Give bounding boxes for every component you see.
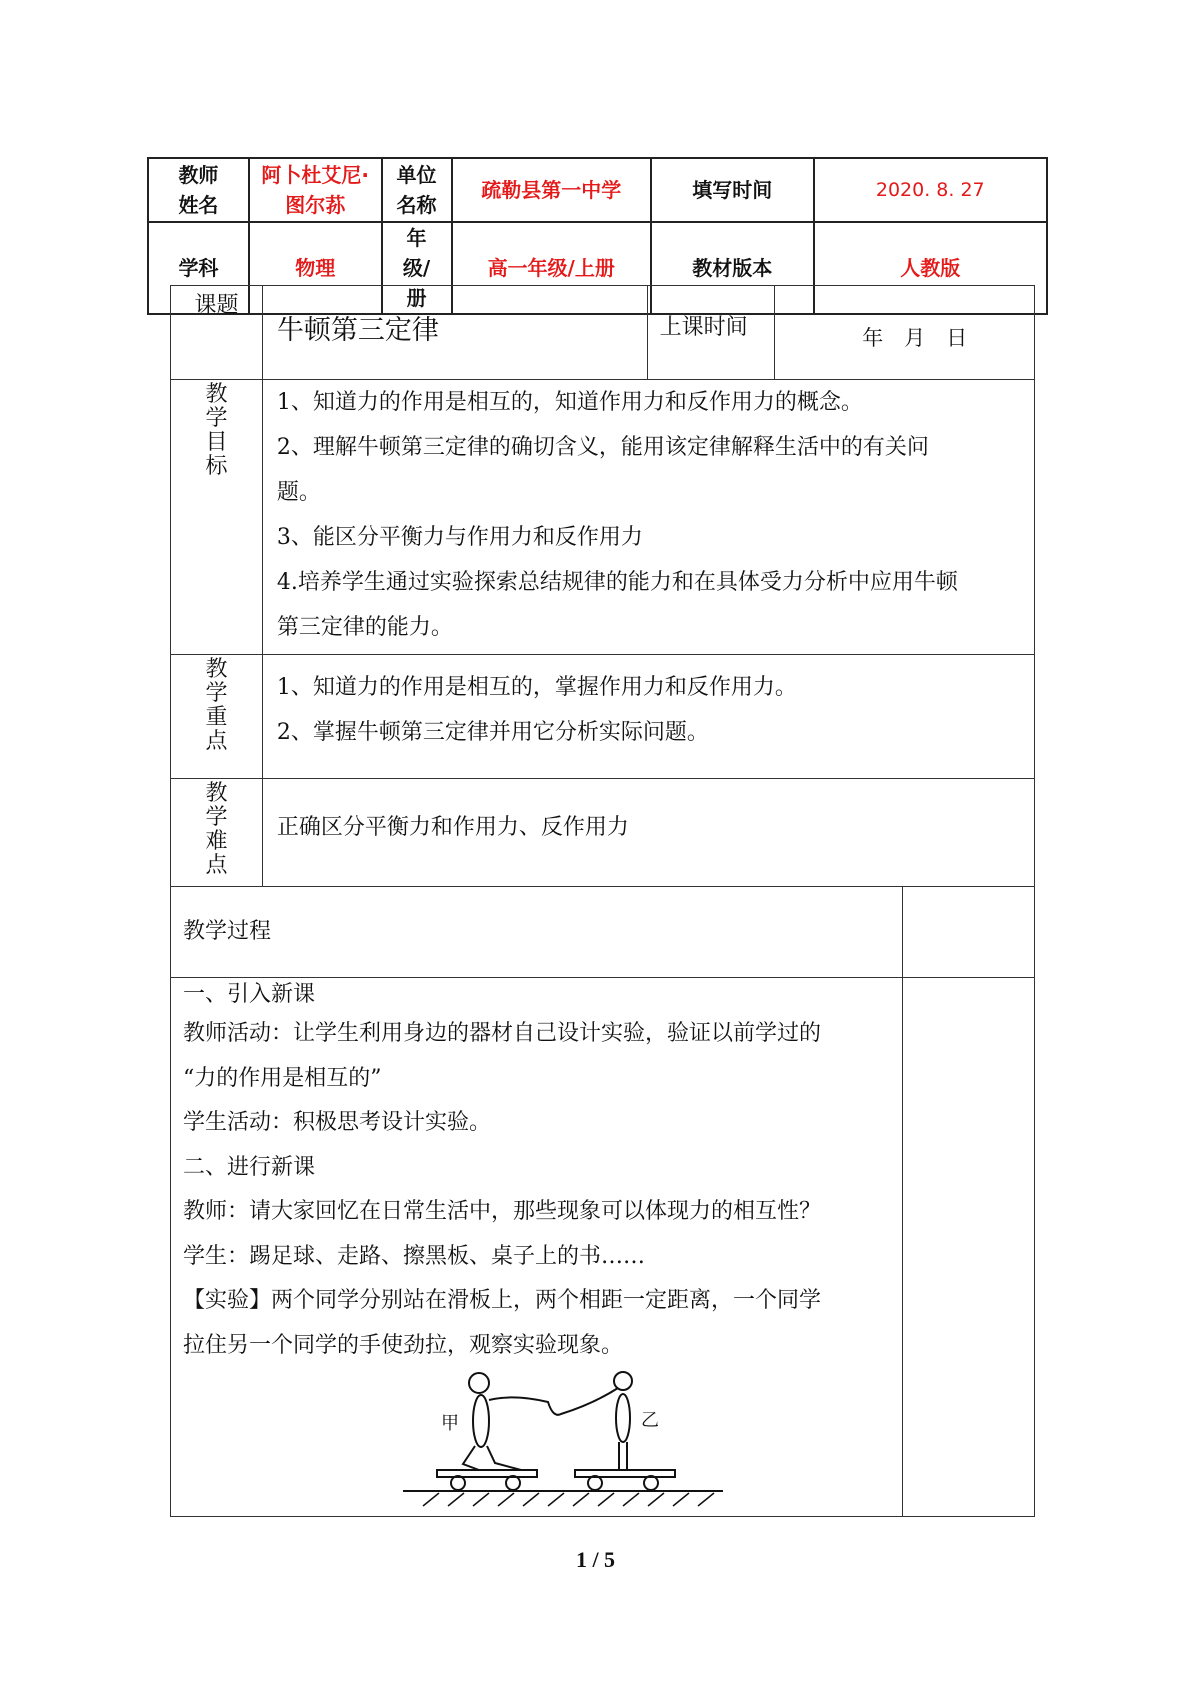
- topic-title: 牛顿第三定律: [262, 286, 647, 380]
- objective-line: 3、能区分平衡力与作用力和反作用力: [276, 525, 643, 550]
- objectives-label-char: 教: [205, 382, 228, 407]
- objective-line: 1、知道力的作用是相互的，知道作用力和反作用力的概念。: [276, 390, 863, 415]
- unit-name: 疏勒县第一中学: [452, 158, 651, 222]
- edition-value: 人教版: [814, 222, 1048, 314]
- difficulties-label-char: 教: [205, 781, 228, 806]
- grade-label: 年级/册: [382, 222, 452, 314]
- topic-label-text: 课题: [194, 293, 239, 318]
- edition-label: 教材版本: [651, 222, 814, 314]
- key-points-label-char: 重: [205, 705, 228, 730]
- teacher-name: 阿卜杜艾尼·图尔荪: [249, 158, 382, 222]
- process-line: 学生活动：积极思考设计实验。: [183, 1110, 492, 1135]
- class-time-label-text: 上课时间: [659, 315, 748, 340]
- fill-time: 2020. 8. 27: [814, 158, 1048, 222]
- process-line: 学生：踢足球、走路、擦黑板、桌子上的书……: [183, 1243, 646, 1269]
- lesson-table: [170, 285, 1035, 1517]
- subject-value: 物理: [249, 222, 382, 314]
- process-line: 教师活动：让学生利用身边的器材自己设计实验，验证以前学过的: [183, 1021, 822, 1046]
- process-line: 拉住另一个同学的手使劲拉，观察实验现象。: [183, 1332, 624, 1358]
- process-line: 一、引入新课: [183, 982, 316, 1007]
- key-points-label-char: 学: [205, 681, 228, 706]
- difficulties-label-char: 学: [205, 805, 228, 830]
- process-line: 教师：请大家回忆在日常生活中，那些现象可以体现力的相互性？: [183, 1199, 822, 1224]
- process-notes-column: [903, 887, 1035, 978]
- key-points-label: [171, 655, 263, 779]
- subject-label: 学科: [148, 222, 249, 314]
- class-time-label: [647, 286, 775, 380]
- objectives-label-char: 目: [205, 430, 228, 455]
- process-line: 【实验】两个同学分别站在滑板上，两个相距一定距离，一个同学: [183, 1288, 822, 1313]
- process-label: 教学过程: [171, 887, 903, 978]
- teacher-label: 教师姓名: [148, 158, 249, 222]
- objectives-label: [171, 380, 263, 655]
- fill-time-label: 填写时间: [651, 158, 814, 222]
- process-notes-column: [903, 978, 1035, 1517]
- objectives-label-char: 学: [205, 406, 228, 431]
- difficulties-label-char: 难: [205, 829, 228, 854]
- objective-line: 2、理解牛顿第三定律的确切含义，能用该定律解释生活中的有关问: [276, 435, 929, 460]
- process-line: 二、进行新课: [183, 1154, 316, 1180]
- class-time-text: 年 月 日: [862, 326, 968, 350]
- unit-label: 单位名称: [382, 158, 452, 222]
- page-number: 1 / 5: [575, 1547, 616, 1572]
- figure-label-right: 乙: [641, 1410, 659, 1431]
- class-time-value: [775, 286, 1035, 380]
- skateboard-experiment-figure: [403, 1366, 743, 1516]
- difficulties-label-char: 点: [205, 853, 228, 878]
- difficulties-text: 正确区分平衡力和作用力、反作用力: [276, 815, 629, 840]
- objectives-content: [262, 380, 1034, 655]
- figure-label-left: 甲: [441, 1413, 459, 1434]
- process-content: [171, 978, 903, 1517]
- grade-value: 高一年级/上册: [452, 222, 651, 314]
- objectives-label-char: 标: [205, 454, 228, 479]
- process-line: “力的作用是相互的”: [183, 1065, 382, 1091]
- objective-line: 第三定律的能力。: [276, 615, 453, 640]
- key-points-label-char: 点: [205, 729, 228, 754]
- objective-line: 4.培养学生通过实验探索总结规律的能力和在具体受力分析中应用牛顿: [276, 570, 958, 595]
- difficulties-content: [262, 779, 1034, 887]
- key-point-line: 2、掌握牛顿第三定律并用它分析实际问题。: [276, 720, 709, 745]
- key-points-label-char: 教: [205, 657, 228, 682]
- objective-line: 题。: [276, 480, 321, 505]
- difficulties-label: [171, 779, 263, 887]
- key-point-line: 1、知道力的作用是相互的，掌握作用力和反作用力。: [276, 675, 797, 700]
- topic-label: [171, 286, 263, 380]
- key-points-content: [262, 655, 1034, 779]
